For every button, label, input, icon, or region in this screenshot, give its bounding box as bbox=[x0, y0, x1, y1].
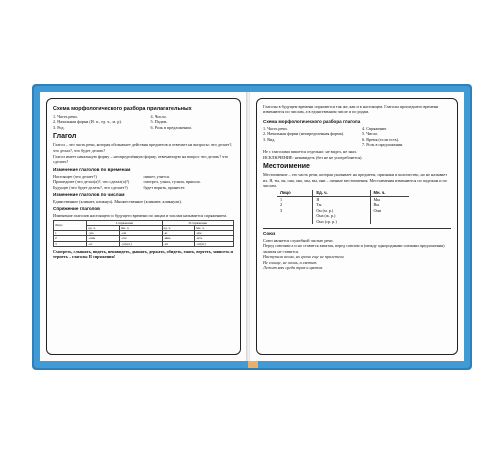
divider bbox=[263, 228, 451, 229]
ne-exception: ИСКЛЮЧЕНИЕ: ненавидеть (без не не употребляется). bbox=[263, 154, 363, 160]
number-text: Единственное (кликает, кликнул). Множественное (кликают, кликнули). bbox=[53, 199, 182, 205]
adjective-scheme-title: Схема морфологического разбора прилагательных bbox=[53, 106, 192, 112]
table-row bbox=[277, 208, 409, 224]
ne-rule: Не с глаголами пишется отдельно: не видел, не знал. bbox=[263, 149, 358, 155]
verb-scheme-title: Схема морфологического разбора глагола bbox=[263, 118, 361, 124]
right-page-frame bbox=[256, 98, 458, 355]
conjugation-text: Изменение глаголов настоящего и будущего времени по лицам и числам называется спряжением. bbox=[53, 213, 227, 219]
union-example: Не солнце, не огонь, а светит. bbox=[263, 259, 318, 265]
scheme-item: 3. Род. bbox=[53, 124, 65, 130]
table-cell: 3 bbox=[277, 208, 313, 224]
table-header: Ед. ч. bbox=[313, 190, 370, 196]
tense-example: пишет, учится. bbox=[143, 173, 170, 179]
table-header: Лицо bbox=[277, 190, 313, 196]
table-cell: -ую bbox=[87, 231, 120, 236]
left-page bbox=[40, 92, 247, 361]
scheme-item: 7. Роль в предложении. bbox=[362, 142, 404, 148]
table-cell: -ит bbox=[162, 241, 195, 246]
pronoun-heading: Местоимение bbox=[263, 163, 310, 171]
table-cell: 3 bbox=[54, 241, 87, 246]
table-cell: -ете bbox=[120, 236, 163, 241]
table-cell: -им bbox=[195, 231, 234, 236]
table-cell: Я bbox=[313, 196, 370, 202]
table-cell: -ут(ют) bbox=[120, 241, 163, 246]
conjugation-exceptions: Смотреть, слышать, видеть, ненавидеть, дышать, держать, обидеть, гнать, вертеть, зависеть и терпеть – глаголы II спряжения! bbox=[53, 248, 233, 260]
scheme-item: 4. Спряжение. bbox=[362, 125, 388, 131]
tense-label: Будущее (что будет делать?, что сделает?) bbox=[53, 184, 128, 190]
union-example: Наступила весна, но грачи еще не прилетели. bbox=[263, 254, 345, 260]
conjugation-table bbox=[53, 220, 234, 247]
scheme-item: 1. Часть речи. bbox=[53, 114, 78, 119]
table-cell: Он (м. р.) Она (ж. р.) Оно (ср. р.) bbox=[313, 208, 370, 224]
right-page bbox=[250, 92, 464, 361]
table-cell: Ты bbox=[313, 202, 370, 207]
tense-example: смотрел, узнал, гуляла, пришла. bbox=[143, 179, 201, 185]
table-cell: Они bbox=[373, 207, 382, 213]
tense-heading: Изменение глаголов по временам bbox=[53, 166, 131, 172]
book-corner-decoration bbox=[248, 361, 258, 368]
scheme-item: 5. Число. bbox=[362, 131, 379, 137]
adjective-scheme-list bbox=[53, 114, 234, 130]
union-line: Союз является служебной частью речи. bbox=[263, 237, 334, 243]
table-cell: Вы bbox=[373, 202, 380, 208]
scheme-item: 4. Число. bbox=[150, 114, 167, 119]
verb-heading: Глагол bbox=[53, 133, 77, 141]
table-header: Лицо bbox=[54, 220, 87, 230]
scheme-item: 6. Роль в предложении. bbox=[150, 124, 192, 130]
table-cell: -ет bbox=[87, 241, 120, 246]
verb-definition: Глагол – это часть речи, которая обозначает действия предметов и отвечает на вопросы: что делает?, что делал?, что будет делать? bbox=[53, 142, 233, 153]
table-header: I спряжение bbox=[87, 220, 162, 225]
table-cell: 2 bbox=[54, 236, 87, 241]
table-row bbox=[54, 241, 234, 246]
scheme-item: 2. Начальная форма (неопределенная форма). bbox=[263, 131, 345, 137]
pronoun-definition: Местоимение – это часть речи, которая указывает на предметы, признаки и количество, но не называет их. Я, ты, он, она, оно, мы, вы, они – личные местоимения. Местоимения изменяются по падежам и по числам. bbox=[263, 172, 448, 189]
union-example: Лежит мяч среди трав и цветов. bbox=[263, 264, 324, 270]
tense-label: Прошедшее (что делал(а)?, что сделал(а)?) bbox=[53, 179, 130, 185]
table-cell: -ю bbox=[162, 231, 195, 236]
table-subheader: мн. ч. bbox=[195, 226, 234, 231]
table-cell: Мы bbox=[373, 196, 381, 202]
scheme-item: 3. Вид. bbox=[263, 136, 276, 142]
table-subheader: ед. ч. bbox=[87, 226, 120, 231]
verb-initial-form: Глагол имеет начальную форму – неопределённую форму, отвечающую на вопрос что делать? что сделать? bbox=[53, 154, 229, 165]
table-cell: 1 bbox=[54, 231, 87, 236]
table-cell: -ишь bbox=[162, 236, 195, 241]
table-subheader: мн. ч. bbox=[120, 226, 163, 231]
future-tense-intro: Глаголы в будущем времени спрягаются так же, как и в настоящем. Глаголы прошедшего времени изменяются по числам, а в единственном числе и по родам. bbox=[263, 104, 439, 115]
scheme-item: 1. Часть речи. bbox=[263, 125, 288, 131]
verb-scheme-list bbox=[263, 126, 451, 148]
tense-label: Настоящее (что делает?) bbox=[53, 173, 97, 179]
table-cell: -ите bbox=[195, 236, 234, 241]
table-cell: 2 bbox=[277, 202, 313, 207]
conjugation-heading: Спряжение глаголов bbox=[53, 206, 101, 212]
left-page-frame bbox=[46, 98, 241, 355]
union-heading: Союз bbox=[263, 230, 276, 236]
pronoun-table bbox=[277, 190, 409, 223]
table-cell: 1 bbox=[277, 196, 313, 202]
union-line: Перед союзами а и но ставится запятая, перед союзом и (между однородными членами предложения) запятая не ставится. bbox=[263, 243, 445, 254]
table-cell: -ем bbox=[120, 231, 163, 236]
scheme-item: 6. Время (если есть). bbox=[362, 136, 400, 142]
table-cell: -ешь bbox=[87, 236, 120, 241]
scheme-item: 2. Начальная форма (И. п., ед. ч., м. р). bbox=[53, 119, 122, 125]
table-header: II спряжение bbox=[162, 220, 233, 225]
table-header: Мн. ч. bbox=[370, 190, 409, 196]
table-cell: -ат(ят) bbox=[195, 241, 234, 246]
number-heading: Изменение глаголов по числам bbox=[53, 192, 125, 198]
tense-example: будет верить, принесет. bbox=[143, 184, 186, 190]
scheme-item: 5. Падеж. bbox=[150, 119, 168, 125]
table-subheader: ед. ч. bbox=[162, 226, 195, 231]
tense-row bbox=[53, 185, 234, 190]
